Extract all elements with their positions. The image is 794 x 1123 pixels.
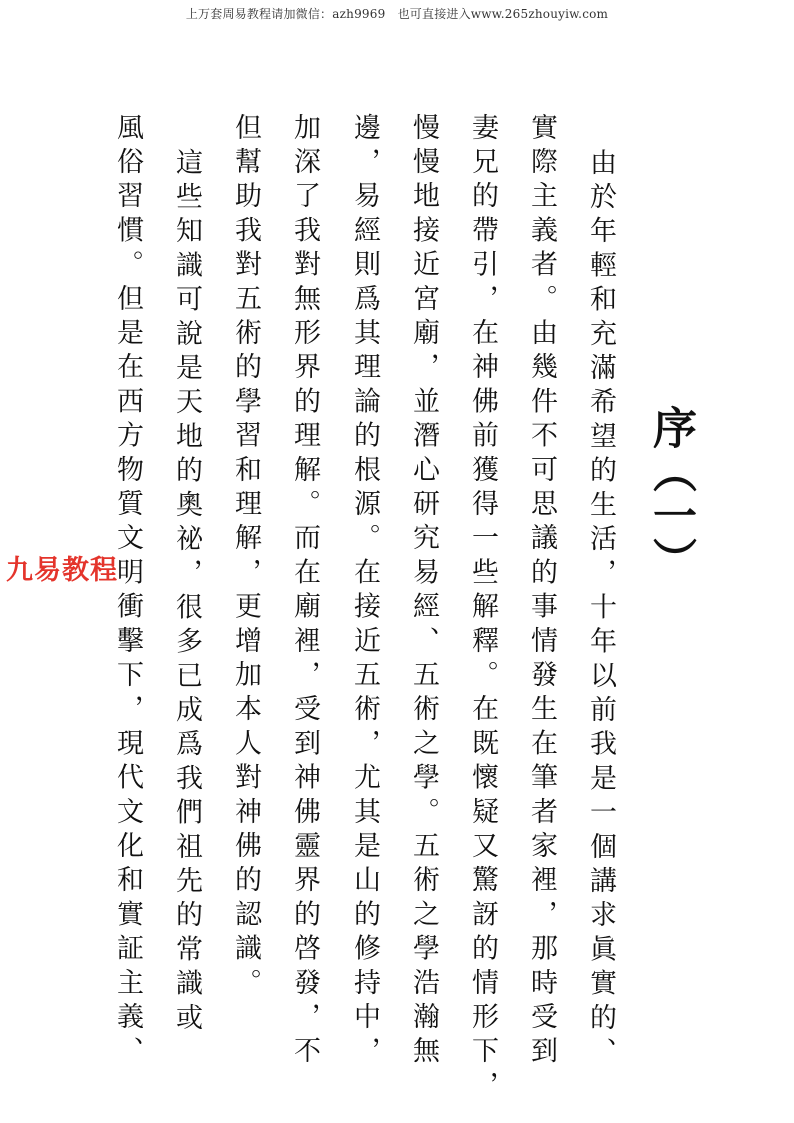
text-column-2: 實際主義者。由幾件不可思議的事情發生在筆者家裡，那時受到	[526, 113, 557, 1071]
text-column-6: 加深了我對無形界的理解。而在廟裡，受到神佛靈界的啓發，不	[289, 113, 320, 1071]
text-column-5: 邊，易經則爲其理論的根源。在接近五術，尤其是山的修持中，	[349, 113, 380, 1071]
watermark-logo: 九易教程	[6, 555, 118, 586]
text-column-7: 但幫助我對五術的學習和理解，更增加本人對神佛的認識。	[230, 113, 261, 1003]
text-column-1: 由於年輕和充滿希望的生活，十年以前我是一個講求眞實的、	[585, 148, 616, 1072]
text-column-9: 風俗習慣。但是在西方物質文明衝擊下，現代文化和實証主義、	[112, 113, 143, 1071]
text-column-8: 這些知識可說是天地的奧祕，很多已成爲我們祖先的常識或	[171, 148, 202, 1038]
banner-text: 上万套周易教程请加微信：azh9969 也可直接进入www.265zhouyiw.com	[185, 7, 609, 21]
page-title: 序（一）	[645, 405, 696, 581]
text-column-3: 妻兄的帶引，在神佛前獲得一些解釋。在既懷疑又驚訝的情形下，	[467, 113, 498, 1105]
text-column-4: 慢慢地接近宮廟，並潛心研究易經、五術之學。五術之學浩瀚無	[408, 113, 439, 1071]
